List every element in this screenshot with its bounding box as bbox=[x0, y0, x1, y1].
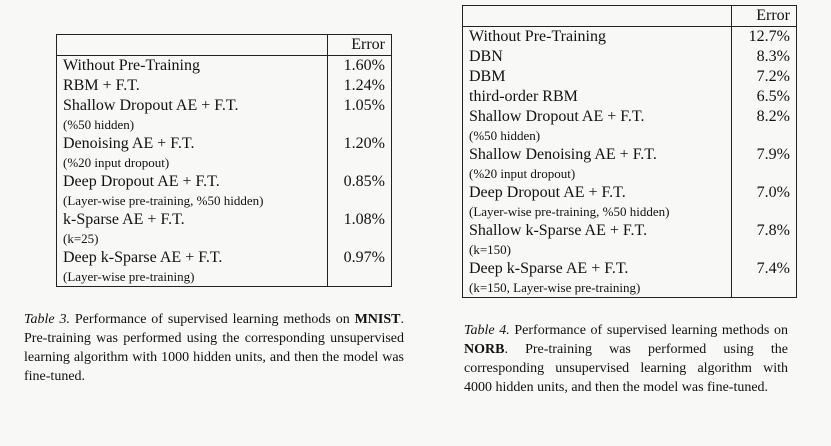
table-row bbox=[463, 47, 797, 67]
empty-cell bbox=[328, 116, 392, 134]
table-header-row bbox=[57, 35, 392, 56]
table-row bbox=[57, 210, 392, 230]
empty-cell bbox=[732, 127, 797, 145]
table-body bbox=[57, 56, 392, 287]
method-note: (k=150) bbox=[463, 241, 732, 259]
table-row-note bbox=[57, 268, 392, 287]
table-row bbox=[463, 145, 797, 165]
error-value: 0.97% bbox=[328, 248, 392, 268]
method-header-cell bbox=[57, 35, 328, 56]
method-name: Without Pre-Training bbox=[57, 56, 328, 77]
empty-cell bbox=[732, 241, 797, 259]
error-value: 7.9% bbox=[732, 145, 797, 165]
table-row bbox=[463, 259, 797, 279]
method-note: (%50 hidden) bbox=[463, 127, 732, 145]
empty-cell bbox=[328, 230, 392, 248]
table-4-caption bbox=[464, 321, 788, 397]
table-row-note bbox=[57, 230, 392, 248]
table-row-note bbox=[57, 154, 392, 172]
table-row bbox=[463, 67, 797, 87]
method-note: (k=150, Layer-wise pre-training) bbox=[463, 279, 732, 298]
method-name: Deep Dropout AE + F.T. bbox=[463, 183, 732, 203]
error-value: 12.7% bbox=[732, 27, 797, 48]
method-name: Shallow Dropout AE + F.T. bbox=[463, 107, 732, 127]
table-row-note bbox=[57, 116, 392, 134]
caption-label: Table 4. bbox=[464, 323, 510, 338]
caption-text: Performance of supervised learning methods on bbox=[70, 312, 355, 327]
method-note: (Layer-wise pre-training) bbox=[57, 268, 328, 287]
table-row bbox=[57, 248, 392, 268]
caption-label: Table 3. bbox=[24, 312, 70, 327]
method-name: Shallow Dropout AE + F.T. bbox=[57, 96, 328, 116]
method-note: (Layer-wise pre-training, %50 hidden) bbox=[463, 203, 732, 221]
error-value: 8.2% bbox=[732, 107, 797, 127]
method-name: Denoising AE + F.T. bbox=[57, 134, 328, 154]
method-name: Deep k-Sparse AE + F.T. bbox=[57, 248, 328, 268]
method-name: DBM bbox=[463, 67, 732, 87]
table-row-note bbox=[463, 241, 797, 259]
error-value: 1.24% bbox=[328, 76, 392, 96]
table-row bbox=[463, 221, 797, 241]
method-note: (k=25) bbox=[57, 230, 328, 248]
table-row bbox=[57, 56, 392, 77]
error-header: Error bbox=[328, 35, 392, 56]
method-header-cell bbox=[463, 6, 732, 27]
mnist-results-table bbox=[56, 34, 392, 287]
method-name: Deep Dropout AE + F.T. bbox=[57, 172, 328, 192]
table-row bbox=[463, 87, 797, 107]
error-header: Error bbox=[732, 6, 797, 27]
method-name: Deep k-Sparse AE + F.T. bbox=[463, 259, 732, 279]
error-value: 6.5% bbox=[732, 87, 797, 107]
method-name: Shallow k-Sparse AE + F.T. bbox=[463, 221, 732, 241]
table-row bbox=[57, 96, 392, 116]
method-note: (%20 input dropout) bbox=[57, 154, 328, 172]
table-row bbox=[57, 134, 392, 154]
table-row bbox=[463, 27, 797, 48]
table-row-note bbox=[463, 165, 797, 183]
error-value: 7.4% bbox=[732, 259, 797, 279]
table-body bbox=[463, 27, 797, 298]
table-row-note bbox=[57, 192, 392, 210]
table-row bbox=[463, 107, 797, 127]
dataset-name: NORB bbox=[464, 342, 505, 357]
error-value: 1.60% bbox=[328, 56, 392, 77]
table-row bbox=[463, 183, 797, 203]
method-name: Shallow Denoising AE + F.T. bbox=[463, 145, 732, 165]
error-value: 8.3% bbox=[732, 47, 797, 67]
empty-cell bbox=[328, 154, 392, 172]
table-row-note bbox=[463, 279, 797, 298]
caption-text: Performance of supervised learning methods on bbox=[509, 323, 788, 338]
method-note: (Layer-wise pre-training, %50 hidden) bbox=[57, 192, 328, 210]
method-name: RBM + F.T. bbox=[57, 76, 328, 96]
empty-cell bbox=[328, 268, 392, 287]
table-3-caption bbox=[24, 310, 404, 386]
method-name: third-order RBM bbox=[463, 87, 732, 107]
error-value: 1.05% bbox=[328, 96, 392, 116]
method-note: (%50 hidden) bbox=[57, 116, 328, 134]
caption-text: . Pre-training was performed using the corresponding unsupervised learning algorithm with 1000 hidden units, and then the model was fine-tuned. bbox=[24, 312, 404, 384]
table-header-row bbox=[463, 6, 797, 27]
method-name: k-Sparse AE + F.T. bbox=[57, 210, 328, 230]
method-name: Without Pre-Training bbox=[463, 27, 732, 48]
dataset-name: MNIST bbox=[354, 312, 401, 327]
error-value: 1.08% bbox=[328, 210, 392, 230]
empty-cell bbox=[732, 203, 797, 221]
table-row-note bbox=[463, 203, 797, 221]
empty-cell bbox=[732, 165, 797, 183]
norb-results-table bbox=[462, 5, 797, 298]
error-value: 7.2% bbox=[732, 67, 797, 87]
method-name: DBN bbox=[463, 47, 732, 67]
method-note: (%20 input dropout) bbox=[463, 165, 732, 183]
caption-text: . Pre-training was performed using the corresponding unsupervised learning algorithm with 4000 hidden units, and then the model was fine-tuned. bbox=[464, 342, 788, 395]
empty-cell bbox=[328, 192, 392, 210]
error-value: 7.8% bbox=[732, 221, 797, 241]
table-row-note bbox=[463, 127, 797, 145]
table-row bbox=[57, 76, 392, 96]
error-value: 1.20% bbox=[328, 134, 392, 154]
error-value: 0.85% bbox=[328, 172, 392, 192]
error-value: 7.0% bbox=[732, 183, 797, 203]
table-row bbox=[57, 172, 392, 192]
empty-cell bbox=[732, 279, 797, 298]
